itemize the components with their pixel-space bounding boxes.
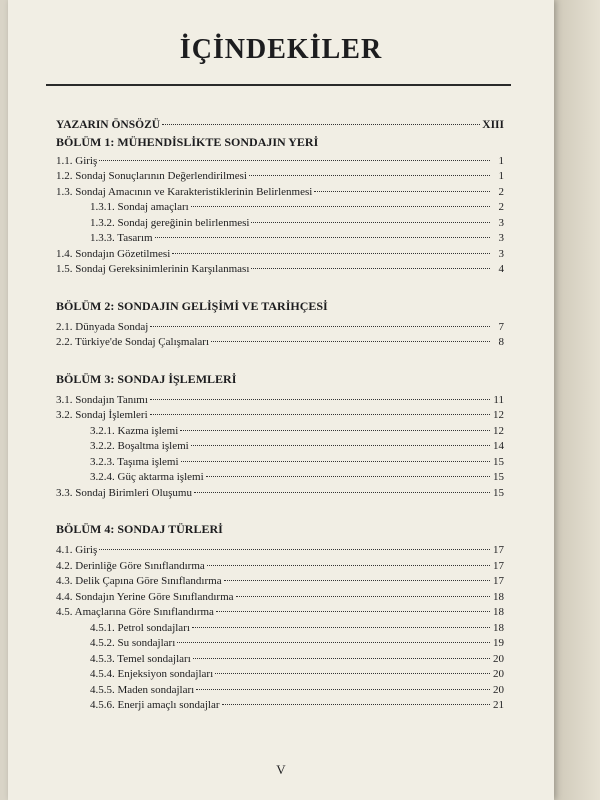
toc-entry-page: 3 <box>498 232 504 244</box>
leader-dots <box>224 580 490 581</box>
toc-entry-page: 12 <box>493 424 504 437</box>
toc-entry-label: 4.5.6. Enerji amaçlı sondajlar <box>90 699 220 711</box>
book-page <box>8 0 554 800</box>
title-rule <box>46 84 511 86</box>
toc-entry-label: 2.2. Türkiye'de Sondaj Çalışmaları <box>56 336 210 348</box>
toc-entry-label: 3.2.3. Taşıma işlemi <box>90 455 179 468</box>
page-number: V <box>276 762 286 777</box>
toc-entry-label: 4.1. Giriş <box>56 544 98 556</box>
chapter-heading: BÖLÜM 4: SONDAJ TÜRLERİ <box>56 522 223 536</box>
toc-entry-preface <box>56 118 504 134</box>
chapter-heading: BÖLÜM 2: SONDAJIN GELİŞİMİ VE TARİHÇESİ <box>56 298 328 313</box>
toc-entry-page: 7 <box>498 320 504 333</box>
toc-entry-label: 4.5.1. Petrol sondajları <box>90 621 190 634</box>
toc-section <box>56 278 504 351</box>
toc-entry-label: 1.4. Sondajın Gözetilmesi <box>56 247 171 260</box>
toc-entry-page: 11 <box>493 393 504 406</box>
leader-dots <box>193 658 490 659</box>
toc-entry-label: 1.3.1. Sondaj amaçları <box>90 201 189 213</box>
section-spacer <box>56 351 504 371</box>
toc-entry <box>56 590 504 606</box>
leader-dots <box>222 704 490 705</box>
toc-entry <box>56 393 504 409</box>
toc-entry-page: 21 <box>493 699 504 711</box>
toc-entry-page: 18 <box>493 590 504 603</box>
toc-entry-page: 4 <box>498 263 504 275</box>
toc-entry-label: 1.1. Giriş <box>56 154 98 167</box>
toc-subentry <box>56 424 504 440</box>
toc-entry <box>56 486 504 502</box>
toc-entry-page: 20 <box>493 652 504 665</box>
toc-entry-label: 4.5. Amaçlarına Göre Sınıflandırma <box>56 606 214 618</box>
toc-entry-label: 4.5.2. Su sondajları <box>90 637 176 649</box>
toc-entry-page: 2 <box>498 201 504 213</box>
toc-entry-label: 1.3.2. Sondaj gereğinin belirlenmesi <box>90 216 250 229</box>
section-spacer <box>56 501 504 521</box>
section-spacer <box>56 278 504 298</box>
toc-entry <box>56 154 504 170</box>
toc-entry-label: 3.2.2. Boşaltma işlemi <box>90 440 189 452</box>
toc-entry-page: 2 <box>498 185 504 198</box>
toc-entry-page: 3 <box>498 247 504 260</box>
toc-subentry <box>56 231 504 247</box>
toc-entry-page: 17 <box>493 544 504 556</box>
chapter-heading: BÖLÜM 1: MÜHENDİSLİKTE SONDAJIN YERİ <box>56 134 319 149</box>
toc-subentry <box>56 439 504 455</box>
toc-entry-page: XIII <box>482 119 504 131</box>
toc-subentry <box>56 621 504 637</box>
toc-entry-label: 4.5.3. Temel sondajları <box>90 652 191 665</box>
toc-entry-label: 3.3. Sondaj Birimleri Oluşumu <box>56 486 192 499</box>
toc-section <box>56 134 504 278</box>
leader-dots <box>155 237 490 238</box>
toc-entry-label: 3.1. Sondajın Tanımı <box>56 393 148 406</box>
leader-dots <box>207 565 490 566</box>
toc-entry-label: 1.2. Sondaj Sonuçlarının Değerlendirilmesi <box>56 170 247 182</box>
toc-entry-label: 3.2. Sondaj İşlemleri <box>56 409 148 421</box>
toc-subentry <box>56 636 504 652</box>
toc-entry-label: 4.4. Sondajın Yerine Göre Sınıflandırma <box>56 590 234 603</box>
toc-entry-label: YAZARIN ÖNSÖZÜ <box>56 119 161 131</box>
leader-dots <box>191 445 490 446</box>
toc-entry-page: 20 <box>493 668 504 680</box>
leader-dots <box>99 549 490 550</box>
toc-entry <box>56 335 504 351</box>
toc-entry <box>56 262 504 278</box>
toc-entry-label: 3.2.1. Kazma işlemi <box>90 424 179 437</box>
toc-entry-page: 8 <box>498 336 504 348</box>
toc-entry-label: 1.3. Sondaj Amacının ve Karakteristiklerinin Belirlenmesi <box>56 185 313 198</box>
leader-dots <box>215 673 490 674</box>
toc-entry <box>56 185 504 201</box>
page-title: İÇİNDEKİLER <box>179 34 383 65</box>
toc-entry-page: 17 <box>493 575 504 587</box>
book-spine-shadow <box>554 0 600 800</box>
toc-entry-page: 14 <box>493 440 504 452</box>
toc-subentry <box>56 470 504 486</box>
toc-entry-page: 18 <box>493 606 504 618</box>
toc-subentry <box>56 652 504 668</box>
leader-dots <box>177 642 490 643</box>
toc-entry-page: 15 <box>493 471 504 483</box>
toc-entry <box>56 543 504 559</box>
leader-dots <box>216 611 490 612</box>
toc-subentry <box>56 216 504 232</box>
toc-entry-page: 1 <box>498 170 504 182</box>
toc-subentry <box>56 455 504 471</box>
toc-entry-label: 4.5.4. Enjeksiyon sondajları <box>90 668 214 680</box>
toc-subentry <box>56 698 504 714</box>
leader-dots <box>211 341 490 342</box>
leader-dots <box>172 253 490 254</box>
toc-entry-page: 15 <box>493 455 504 468</box>
leader-dots <box>196 689 490 690</box>
leader-dots <box>180 430 490 431</box>
leader-dots <box>181 461 490 462</box>
toc-entry-label: 1.5. Sondaj Gereksinimlerinin Karşılanması <box>56 263 250 275</box>
toc-entry <box>56 320 504 336</box>
table-of-contents <box>56 118 504 714</box>
leader-dots <box>150 414 490 415</box>
toc-entry-page: 3 <box>498 216 504 229</box>
toc-entry-page: 12 <box>493 409 504 421</box>
toc-entry-label: 4.3. Delik Çapına Göre Sınıflandırma <box>56 575 222 587</box>
toc-entry-label: 1.3.3. Tasarım <box>90 232 153 244</box>
leader-dots <box>194 492 490 493</box>
toc-entry-label: 2.1. Dünyada Sondaj <box>56 320 149 333</box>
toc-sections <box>56 134 504 714</box>
toc-entry <box>56 605 504 621</box>
toc-entry-page: 18 <box>493 621 504 634</box>
leader-dots <box>314 191 490 192</box>
leader-dots <box>251 222 490 223</box>
toc-entry <box>56 169 504 185</box>
toc-section <box>56 501 504 714</box>
toc-section <box>56 351 504 502</box>
leader-dots <box>150 326 490 327</box>
toc-entry-label: 4.2. Derinliğe Göre Sınıflandırma <box>56 559 205 572</box>
chapter-heading: BÖLÜM 3: SONDAJ İŞLEMLERİ <box>56 371 237 386</box>
toc-subentry <box>56 683 504 699</box>
leader-dots <box>192 627 490 628</box>
leader-dots <box>191 206 490 207</box>
toc-entry <box>56 574 504 590</box>
toc-entry <box>56 247 504 263</box>
toc-entry-page: 17 <box>493 559 504 572</box>
toc-entry-page: 1 <box>498 154 504 167</box>
toc-entry <box>56 408 504 424</box>
toc-entry-label: 4.5.5. Maden sondajları <box>90 683 195 696</box>
toc-subentry <box>56 667 504 683</box>
leader-dots <box>150 399 490 400</box>
toc-entry-label: 3.2.4. Güç aktarma işlemi <box>90 471 204 483</box>
leader-dots <box>162 124 480 125</box>
leader-dots <box>206 476 490 477</box>
toc-entry <box>56 559 504 575</box>
leader-dots <box>99 160 490 161</box>
toc-entry-page: 19 <box>493 637 504 649</box>
toc-subentry <box>56 200 504 216</box>
leader-dots <box>251 268 490 269</box>
toc-entry-page: 15 <box>493 486 504 499</box>
toc-entry-page: 20 <box>493 683 504 696</box>
leader-dots <box>249 175 490 176</box>
leader-dots <box>236 596 490 597</box>
